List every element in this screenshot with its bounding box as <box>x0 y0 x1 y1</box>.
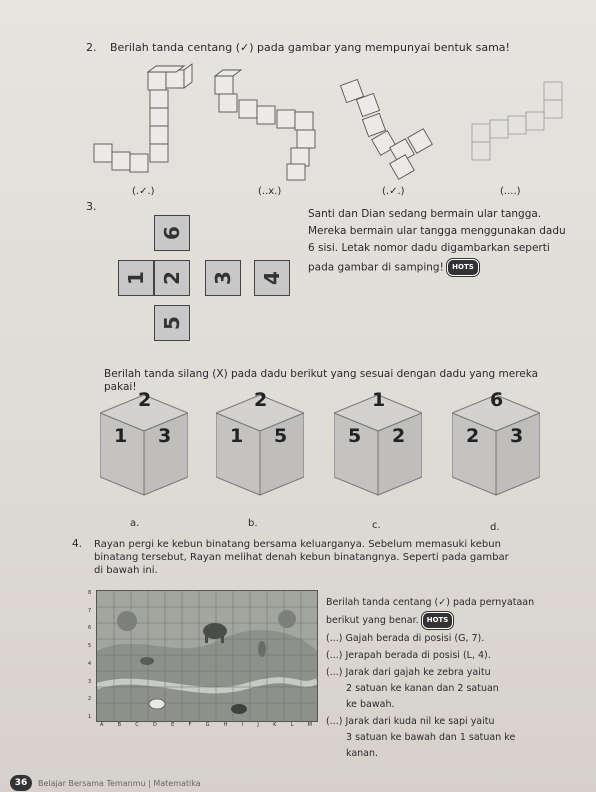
q2-answer-4[interactable]: (....) <box>500 186 521 197</box>
hots-badge: HOTS <box>447 259 479 276</box>
cube-shape-3 <box>335 72 447 188</box>
cube-shape-2 <box>205 66 335 186</box>
map-x-label: E <box>171 722 175 728</box>
map-x-label: H <box>223 722 228 728</box>
die-c-left: 5 <box>348 425 362 447</box>
map-y-label: 8 <box>88 590 92 596</box>
net-face-1: 1 <box>118 260 154 296</box>
q4-side-1: Berilah tanda centang (✓) pada pernyataan <box>326 597 535 608</box>
statement-2[interactable]: (...) Jerapah berada di posisi (L, 4). <box>326 650 491 661</box>
q2-answer-1[interactable]: (.✓.) <box>132 186 155 197</box>
q3-number: 3. <box>86 200 97 213</box>
map-x-label: F <box>188 722 192 728</box>
dice-net <box>108 205 298 352</box>
map-y-label: 5 <box>88 643 92 650</box>
die-d-shape <box>452 395 540 505</box>
q4-text-2: binatang tersebut, Rayan melihat denah kebun binatangnya. Seperti pada gambar <box>94 552 509 563</box>
net-face-3: 3 <box>205 260 241 296</box>
map-y-label: 4 <box>88 660 92 667</box>
statement-3[interactable]: (...) Jarak dari gajah ke zebra yaitu <box>326 667 491 678</box>
die-a-top: 2 <box>138 389 152 411</box>
map-x-label: B <box>117 722 122 728</box>
die-a-shape <box>100 395 188 505</box>
q4-number: 4. <box>72 538 83 550</box>
map-y-axis <box>88 590 96 720</box>
q3-text-4-content: pada gambar di samping! <box>308 261 444 274</box>
q2-text: Berilah tanda centang (✓) pada gambar yang mempunyai bentuk sama! <box>110 41 510 54</box>
die-a[interactable] <box>100 389 188 495</box>
page-number: 36 <box>10 775 32 791</box>
die-d-left: 2 <box>466 425 480 447</box>
statement-4[interactable]: (...) Jarak dari kuda nil ke sapi yaitu <box>326 716 495 727</box>
die-c-shape <box>334 395 422 505</box>
statement-3-line-3: ke bawah. <box>346 699 395 710</box>
die-d[interactable] <box>452 389 540 495</box>
q3-instruction-1: Berilah tanda silang (X) pada dadu berikut yang sesuai dengan dadu yang mereka <box>104 368 539 380</box>
map-x-label: G <box>205 722 210 728</box>
die-b-left: 1 <box>230 425 244 447</box>
die-d-right: 3 <box>510 425 524 447</box>
q4-text-3: di bawah ini. <box>94 565 158 576</box>
net-face-bottom: 5 <box>154 305 190 341</box>
die-b-right: 5 <box>274 425 288 447</box>
zoo-map <box>96 590 318 722</box>
map-x-label: A <box>100 722 104 728</box>
map-x-label: D <box>153 722 157 728</box>
die-b[interactable] <box>216 389 304 495</box>
die-d-top: 6 <box>490 389 504 411</box>
map-x-label: I <box>241 722 244 728</box>
zoo-map-drawing <box>97 591 317 721</box>
q2-answer-3[interactable]: (.✓.) <box>382 186 405 197</box>
map-x-label: L <box>290 722 294 728</box>
map-x-axis <box>96 722 316 728</box>
hots-badge: HOTS <box>422 612 454 629</box>
q2-answer-2[interactable]: (..x.) <box>258 186 282 197</box>
q4-text-1: Rayan pergi ke kebun binatang bersama keluarganya. Sebelum memasuki kebun <box>94 539 501 550</box>
net-face-top: 6 <box>154 215 190 251</box>
die-c-right: 2 <box>392 425 406 447</box>
cube-shape-1 <box>88 62 208 184</box>
die-a-left: 1 <box>114 425 128 447</box>
die-a-label: a. <box>130 518 140 529</box>
q4-side-2 <box>326 612 453 629</box>
q3-text-3: 6 sisi. Letak nomor dadu digambarkan seperti <box>308 242 550 254</box>
map-y-label: 6 <box>88 625 92 632</box>
q2-number: 2. <box>86 41 97 54</box>
map-x-label: M <box>307 722 312 728</box>
map-x-label: K <box>273 722 277 728</box>
q3-text-2: Mereka bermain ular tangga menggunakan dadu <box>308 225 566 237</box>
die-c[interactable] <box>334 389 422 495</box>
die-c-top: 1 <box>372 389 386 411</box>
map-y-label: 3 <box>88 678 92 685</box>
net-face-4: 4 <box>254 260 290 296</box>
cube-shape-4 <box>452 72 582 180</box>
map-y-label: 2 <box>88 696 92 703</box>
q3-text-1: Santi dan Dian sedang bermain ular tangga. <box>308 208 542 220</box>
die-a-right: 3 <box>158 425 172 447</box>
q4-side-2-content: berikut yang benar. <box>326 615 419 626</box>
die-b-top: 2 <box>254 389 268 411</box>
footer-book-title: Belajar Bersama Temanmu | Matematika <box>38 779 201 788</box>
die-b-label: b. <box>248 518 258 529</box>
statement-4-line-3: kanan. <box>346 748 379 759</box>
die-c-label: c. <box>372 520 381 531</box>
q3-instruction-2: pakai! <box>104 381 137 393</box>
statement-4-line-2: 3 satuan ke bawah dan 1 satuan ke <box>346 732 516 743</box>
map-y-label: 1 <box>88 713 92 720</box>
statement-3-line-2: 2 satuan ke kanan dan 2 satuan <box>346 683 499 694</box>
net-face-2: 2 <box>154 260 190 296</box>
die-b-shape <box>216 395 304 505</box>
q3-text-4 <box>308 259 479 276</box>
die-d-label: d. <box>490 522 500 533</box>
map-x-label: C <box>135 722 139 728</box>
map-y-label: 7 <box>88 607 92 614</box>
statement-1[interactable]: (...) Gajah berada di posisi (G, 7). <box>326 633 485 644</box>
map-x-label: J <box>257 722 259 728</box>
